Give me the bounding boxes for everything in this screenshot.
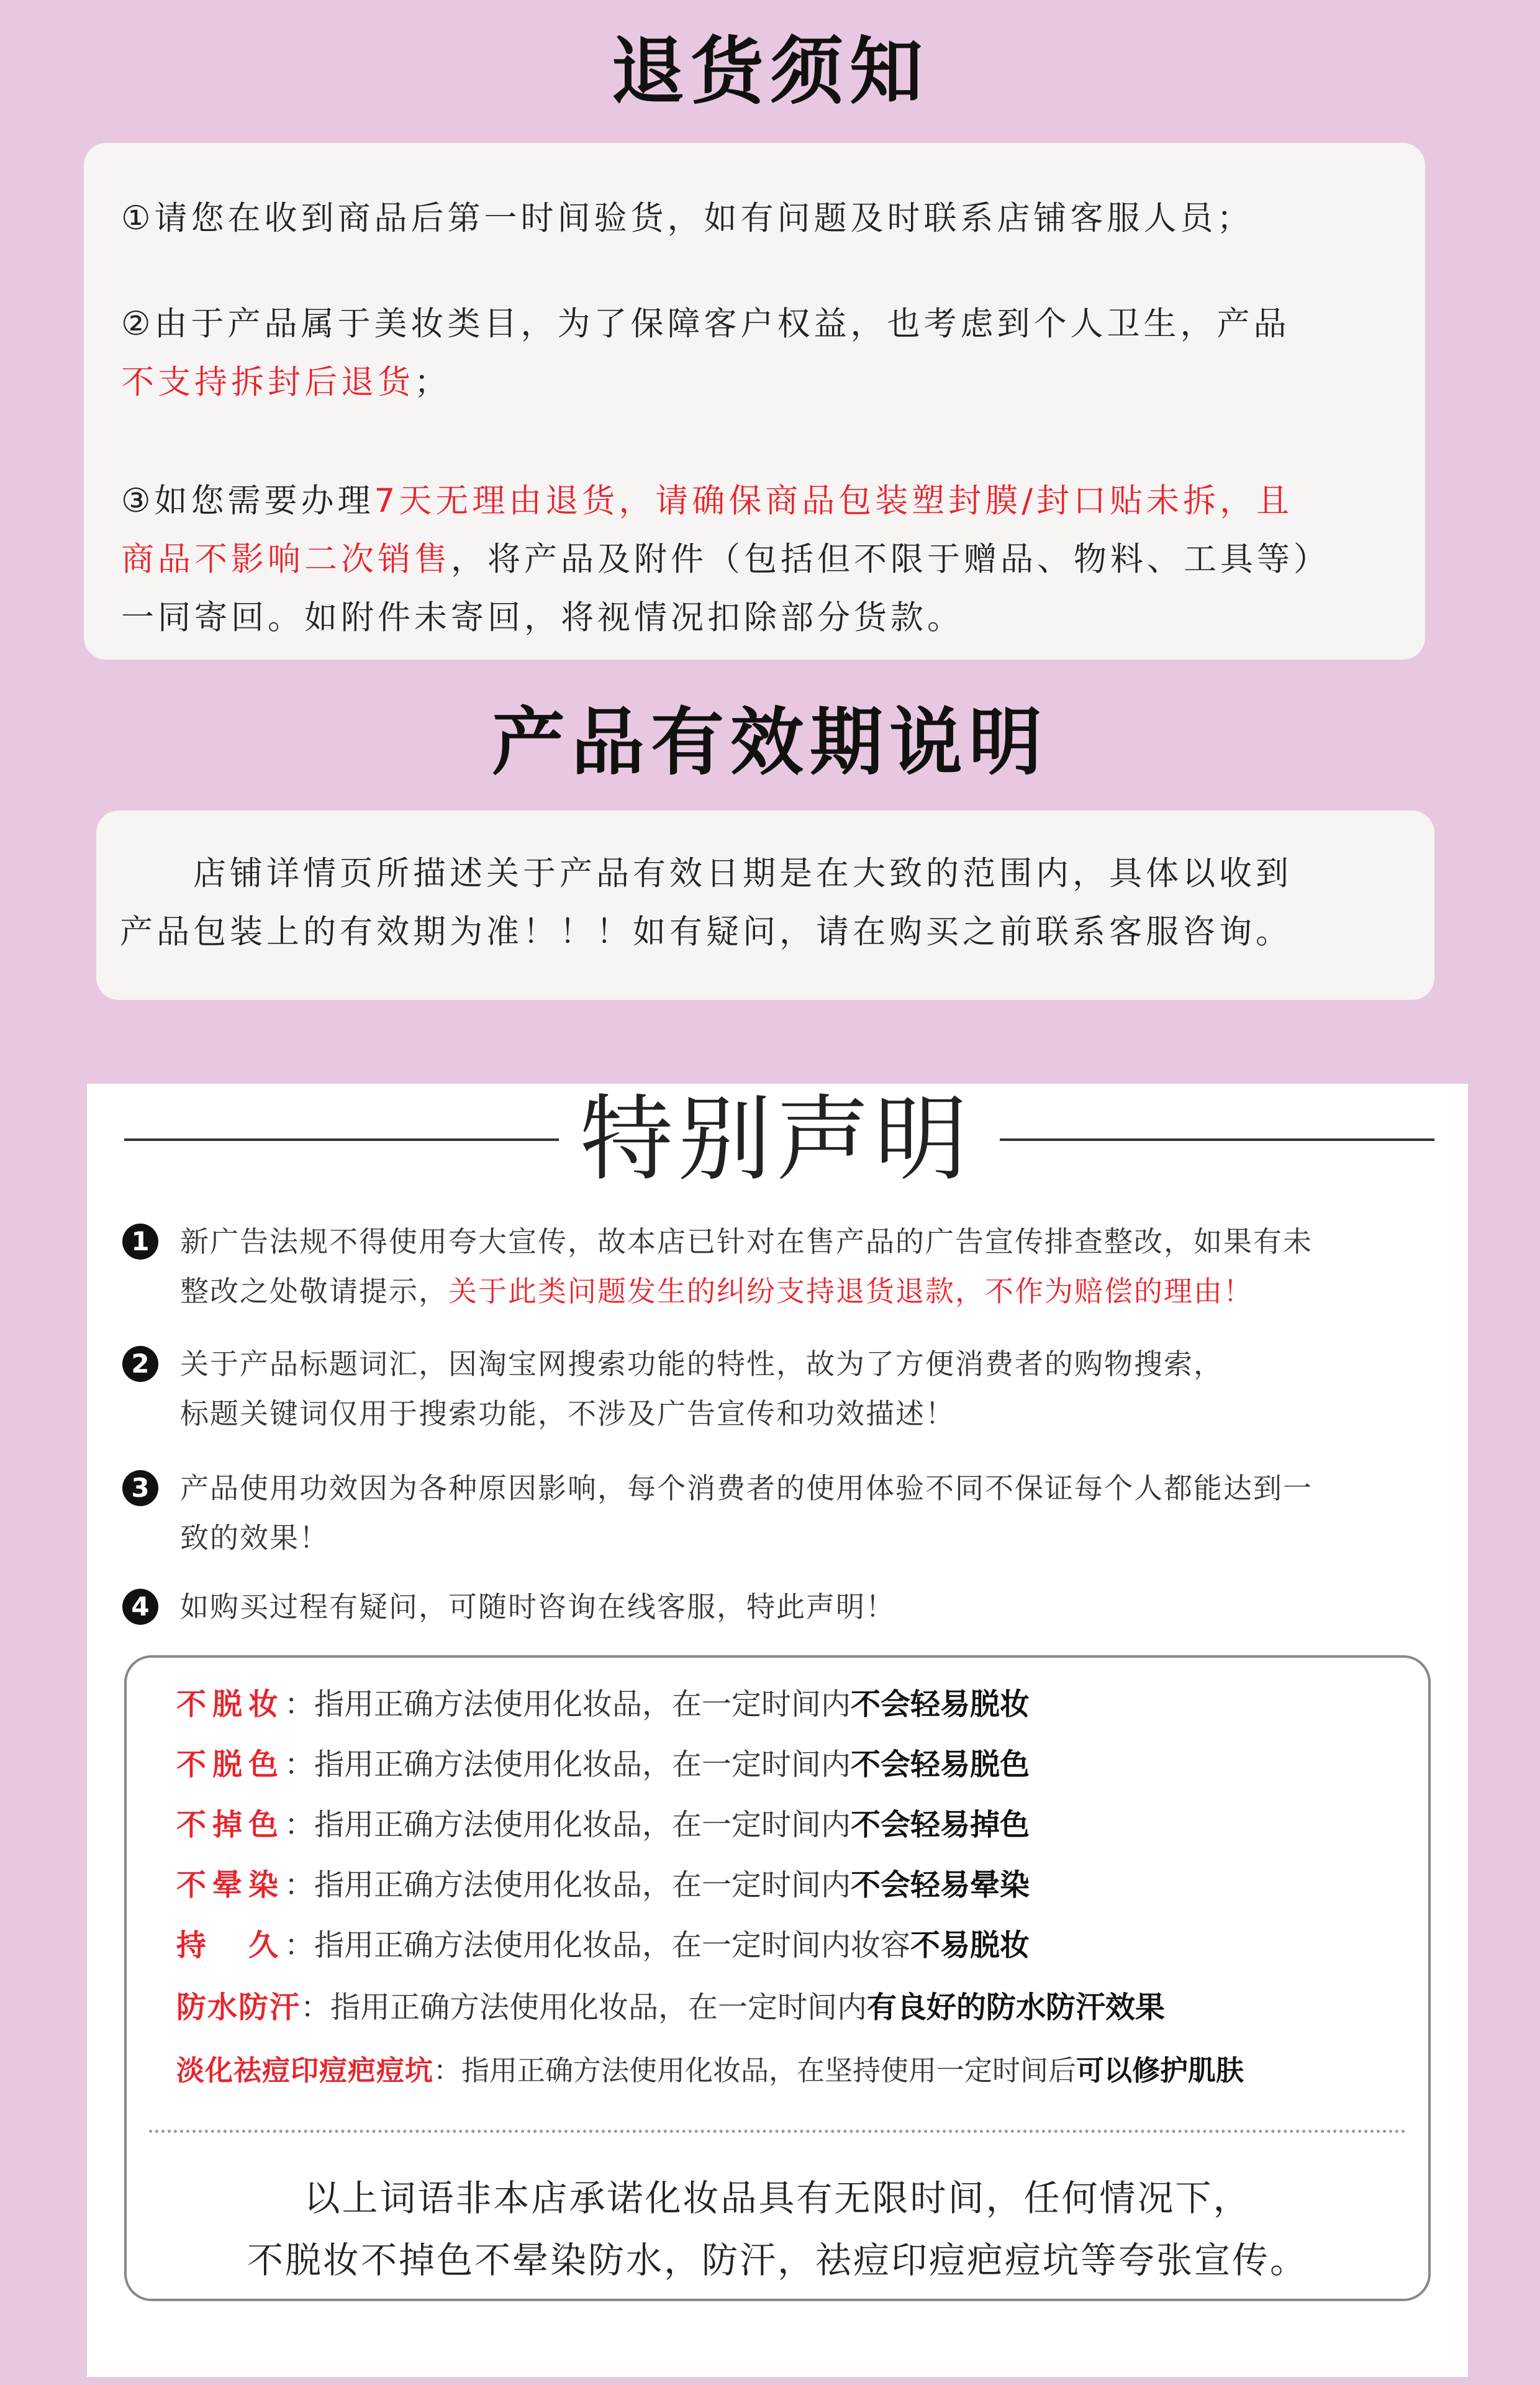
term-row: 不晕染：指用正确方法使用化妆品，在一定时间内不会轻易晕染 [176, 1868, 1030, 1902]
declaration-item-1: 新广告法规不得使用夸大宣传，故本店已针对在售产品的广告宣传排查整改，如果有未 整改之处敬请提示，关于此类问题发生的纠纷支持退货退款，不作为赔偿的理由！ [180, 1225, 1313, 1308]
number-1-icon: 1 [122, 1224, 158, 1260]
returns-item-3: ③如您需要办理7天无理由退货，请确保商品包装塑封膜/封口贴未拆，且 商品不影响二次销售，将产品及附件（包括但不限于赠品、物料、工具等） 一同寄回。如附件未寄回，将视情况扣除部分货款。 [121, 482, 1330, 637]
term-row: 防水防汗：指用正确方法使用化妆品，在一定时间内有良好的防水防汗效果 [176, 1990, 1166, 2025]
title-rule-left [124, 1138, 559, 1141]
number-2-icon: 2 [122, 1346, 158, 1382]
dotted-divider [149, 2130, 1406, 2133]
declaration-title: 特别声明 [579, 1086, 972, 1194]
closing-statement: 以上词语非本店承诺化妆品具有无限时间，任何情况下， 不脱妆不掉色不晕染防水，防汗，祛痘印痘疤痘坑等夸张宣传。 [247, 2177, 1308, 2281]
returns-item-1: ①请您在收到商品后第一时间验货，如有问题及时联系店铺客服人员； [121, 199, 1254, 237]
term-row: 持 久：指用正确方法使用化妆品，在一定时间内妆容不易脱妆 [176, 1928, 1030, 1963]
validity-card [96, 811, 1434, 1000]
term-row: 不脱妆：指用正确方法使用化妆品，在一定时间内不会轻易脱妆 [176, 1687, 1030, 1722]
validity-title: 产品有效期说明 [491, 699, 1048, 785]
number-3-icon: 3 [122, 1470, 158, 1506]
term-row: 不脱色：指用正确方法使用化妆品，在一定时间内不会轻易脱色 [176, 1747, 1030, 1782]
terms-box [124, 1655, 1431, 2301]
declaration-item-2: 关于产品标题词汇，因淘宝网搜索功能的特性，故为了方便消费者的购物搜索， 标题关键词仅用于搜索功能，不涉及广告宣传和功效描述！ [180, 1347, 1223, 1430]
returns-title: 退货须知 [610, 29, 929, 114]
returns-item-2: ②由于产品属于美妆类目，为了保障客户权益，也考虑到个人卫生，产品 不支持拆封后退货； [121, 305, 1290, 401]
term-row: 淡化祛痘印痘疤痘坑：指用正确方法使用化妆品，在坚持使用一定时间后可以修护肌肤 [176, 2054, 1244, 2087]
title-rule-right [1000, 1138, 1434, 1141]
declaration-item-3: 产品使用功效因为各种原因影响，每个消费者的使用体验不同不保证每个人都能达到一 致的效果！ [180, 1471, 1313, 1555]
term-row: 不掉色：指用正确方法使用化妆品，在一定时间内不会轻易掉色 [176, 1807, 1030, 1842]
declaration-item-4: 如购买过程有疑问，可随时咨询在线客服，特此声明！ [180, 1590, 895, 1624]
validity-text: 店铺详情页所描述关于产品有效日期是在大致的范围内，具体以收到 产品包装上的有效期为准！！！如有疑问，请在购买之前联系客服咨询。 [120, 855, 1292, 951]
returns-card [84, 143, 1425, 660]
number-4-icon: 4 [122, 1589, 158, 1625]
